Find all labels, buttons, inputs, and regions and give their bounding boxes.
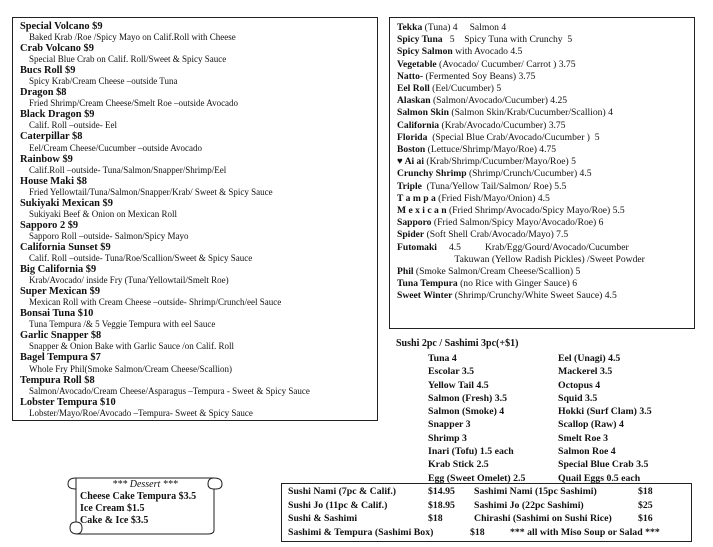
roll-item [397,193,687,205]
roll-description: (Fried Salmon/Spicy Mayo/Avocado/Roe) 6 [431,217,604,229]
roll-description: Calif.Roll –outside- Tuna/Salmon/Snapper/Shrimp/Eel [29,164,227,175]
combo-name: Sashimi Jo (22pc Sashimi) [474,499,584,511]
roll-item [397,71,687,83]
roll-name: Eel Roll [397,83,430,95]
roll-description: Special Blue Crab on Calif. Roll/Sweet & Spicy Sauce [29,54,227,65]
combo-row [288,527,685,541]
roll-item [20,109,370,131]
roll-item [20,352,370,374]
roll-description: Eel/Cream Cheese/Cucumber –outside Avocado [29,142,203,153]
roll-description: 5 Spicy Tuna with Crunchy 5 [442,34,573,46]
sushi-item: Escolar 3.5 [428,366,475,378]
roll-description: (Lettuce/Shrimp/Mayo/Roe) 4.75 [425,144,557,156]
roll-description: with Avocado 4.5 [452,46,523,58]
roll-description: Spicy Krab/Cream Cheese –outside Tuna [29,76,178,87]
combo-platters-panel [281,483,692,542]
sushi-sashimi-header: Sushi 2pc / Sashimi 3pc(+$1) [396,338,519,349]
roll-item [397,46,687,58]
roll-description: (Soft Shell Crab/Avocado/Mayo) 7.5 [424,229,569,241]
roll-description: 4.5 Krab/Egg/Gourd/Avocado/Cucumber [436,241,629,253]
roll-item [397,156,687,168]
roll-name: Salmon Skin [397,107,449,119]
roll-name: Dragon $8 [20,87,67,99]
roll-description: (no Rice with Ginger Sauce) 6 [457,278,578,290]
roll-description: (Tuna/Yellow Tail/Salmon/ Roe) 5.5 [421,180,567,192]
roll-item [397,144,687,156]
sushi-item: Snapper 3 [428,419,471,431]
roll-description: Tuna Tempura /& 5 Veggie Tempura with eel Sauce [29,319,216,330]
roll-name: Tempura Roll $8 [20,374,95,386]
roll-name: Futomaki [397,241,437,253]
sushi-item: Special Blue Crab 3.5 [558,459,649,471]
sushi-item: Squid 3.5 [558,392,598,404]
roll-name: M e x i c a n [397,205,447,217]
roll-item [397,22,687,34]
sushi-item: Salmon (Smoke) 4 [428,406,505,418]
roll-description: Salmon/Avocado/Cream Cheese/Asparagus –Tempura - Sweet & Spicy Sauce [29,385,310,396]
roll-item [397,107,687,119]
roll-description: Calif. Roll –outside- Eel [29,120,117,131]
roll-item [20,87,370,109]
sushi-item: Salmon Roe 4 [558,446,616,458]
combo-name: Chirashi (Sashimi on Sushi Rice) [474,513,612,524]
roll-description: Sukiyaki Beef & Onion on Mexican Roll [29,208,177,219]
roll-item [20,397,370,419]
roll-description: (Eel/Cucumber) 5 [429,83,502,95]
roll-description: Mexican Roll with Cream Cheese –outside- Shrimp/Crunch/eel Sauce [29,297,282,308]
roll-name: Sapporo 2 $9 [20,219,79,231]
roll-name: ♥ Ai ai [397,156,425,168]
roll-item [397,229,687,241]
roll-description: (Krab/Shrimp/Cucumber/Mayo/Roe) 5 [424,156,576,168]
sushi-item: Salmon (Fresh) 3.5 [428,392,508,404]
roll-item [20,264,370,286]
combo-name: Sashimi & Tempura (Sashimi Box) [288,526,434,538]
roll-name: Super Mexican $9 [20,286,101,298]
sushi-list-left [428,352,525,485]
roll-name: Sweet Winter [397,290,453,302]
roll-name: Spider [397,229,425,241]
roll-item [397,266,687,278]
roll-description: (Fermented Soy Beans) 3.75 [423,70,536,82]
combo-name: Sushi Nami (7pc & Calif.) [288,486,397,497]
roll-description: (Fried Fish/Mayo/Onion) 4.5 [435,192,550,204]
sushi-item: Inari (Tofu) 1.5 each [428,446,514,458]
roll-name: Tuna Tempura [397,278,458,290]
dessert-scroll [64,474,227,536]
roll-description: (Salmon/Avocado/Cucumber) 4.25 [430,95,568,107]
sushi-item: Tuna 4 [428,353,457,364]
dessert-title: *** Dessert *** [112,479,178,490]
roll-item [20,330,370,352]
roll-name: California Sunset $9 [20,241,111,253]
combo-price: $18 [470,526,485,538]
roll-name: Sapporo [397,217,432,229]
roll-name: Black Dragon $9 [20,109,95,121]
roll-name: Crunchy Shrimp [397,168,467,180]
roll-name: Caterpillar $8 [20,131,83,143]
roll-name: Bucs Roll $9 [20,65,76,77]
roll-description: (Avocado/ Cucumber/ Carrot ) 3.75 [436,58,576,70]
roll-description: Baked Krab /Roe /Spicy Mayo on Calif.Roll with Cheese [29,32,236,43]
roll-description: (Salmon Skin/Krab/Cucumber/Scallion) 4 [449,107,613,119]
sushi-item: Octopus 4 [558,379,601,391]
roll-item [20,308,370,330]
combo-price: $18 [428,513,443,524]
roll-item [397,83,687,95]
roll-item [397,181,687,193]
combo-price: $25 [638,499,653,511]
specialty-rolls-panel [12,17,378,421]
roll-item [397,278,687,290]
combo-note: *** all with Miso Soup or Salad *** [510,526,660,538]
roll-description: (Shrimp/Crunchy/White Sweet Sauce) 4.5 [452,290,617,302]
roll-description: (Fried Shrimp/Avocado/Spicy Mayo/Roe) 5.5 [446,205,625,217]
roll-name: Big California $9 [20,264,97,276]
sushi-item: Hokki (Surf Clam) 3.5 [558,406,652,418]
roll-name: Crab Volcano $9 [20,43,94,55]
roll-item [20,65,370,87]
roll-item [397,59,687,71]
roll-name: Bagel Tempura $7 [20,352,101,364]
roll-item [20,198,370,220]
roll-item [397,34,687,46]
roll-item [20,43,370,65]
roll-description: Fried Shrimp/Cream Cheese/Smelt Roe –outside Avocado [29,98,239,109]
roll-name: Alaskan [397,95,431,107]
roll-name: Triple [397,180,422,192]
roll-name: Natto- [397,70,424,82]
roll-name: Lobster Tempura $10 [20,396,116,408]
roll-item [397,132,687,144]
roll-name: Spicy Tuna [397,34,443,46]
roll-item [397,254,687,266]
roll-name: Phil [397,266,414,278]
roll-item [397,290,687,302]
roll-item [20,154,370,176]
combo-name: Sushi & Sashimi [288,513,358,524]
combo-name: Sashimi Nami (15pc Sashimi) [474,486,597,497]
roll-description: Takuwan (Yellow Radish Pickles) /Sweet Powder [397,253,645,265]
roll-name: House Maki $8 [20,175,87,187]
dessert-item: Cheese Cake Tempura $3.5 [80,491,197,502]
roll-description: (Tuna) 4 Salmon 4 [422,22,507,33]
roll-name: Florida [397,131,428,143]
roll-description: Krab/Avocado/ inside Fry (Tuna/Yellowtail/Smelt Roe) [29,275,229,286]
combo-row [288,513,685,527]
roll-item [20,131,370,153]
roll-item [397,217,687,229]
roll-description: (Shrimp/Crunch/Cucumber) 4.5 [466,168,592,180]
combo-price: $14.95 [428,486,455,497]
roll-item [397,95,687,107]
sushi-item: Shrimp 3 [428,432,467,444]
roll-name: Boston [397,144,426,156]
roll-name: T a m p a [397,192,436,204]
roll-name: Tekka [397,22,423,33]
sushi-item: Yellow Tail 4.5 [428,379,489,391]
roll-item [20,176,370,198]
roll-name: California [397,119,440,131]
combo-name: Sushi Jo (11pc & Calif.) [288,499,388,511]
roll-name: Garlic Snapper $8 [20,330,102,342]
roll-name: Sukiyaki Mexican $9 [20,197,113,209]
roll-item [20,220,370,242]
roll-item [20,242,370,264]
roll-description: Lobster/Mayo/Roe/Avocado –Tempura- Sweet & Spicy Sauce [29,407,253,418]
combo-price: $16 [638,513,653,524]
roll-item [397,120,687,132]
roll-description: (Krab/Avocado/Cucumber) 3.75 [439,119,566,131]
dessert-menu [80,479,210,527]
roll-name: Special Volcano $9 [20,21,103,32]
roll-name: Spicy Salmon [397,46,453,58]
roll-item [20,375,370,397]
roll-item [397,205,687,217]
roll-description: (Special Blue Crab/Avocado/Cucumber ) 5 [427,131,600,143]
roll-description: Sapporo Roll –outside- Salmon/Spicy Mayo [29,230,189,241]
roll-description: Calif. Roll –outside- Tuna/Roe/Scallion/Sweet & Spicy Sauce [29,253,253,264]
roll-item [20,21,370,43]
sushi-list-right [558,352,652,485]
sushi-item: Mackerel 3.5 [558,366,613,378]
sushi-item: Egg (Sweet Omelet) 2.5 [428,472,526,484]
sushi-item: Scallop (Raw) 4 [558,419,624,431]
roll-name: Vegetable [397,58,437,70]
regular-rolls-panel [389,17,695,329]
roll-description: Whole Fry Phil(Smoke Salmon/Cream Cheese/Scallion) [29,363,232,374]
sushi-item: Smelt Roe 3 [558,432,609,444]
roll-item [397,242,687,254]
roll-description: Snapper & Onion Bake with Garlic Sauce /on Calif. Roll [29,341,234,352]
sushi-item: Quail Eggs 0.5 each [558,472,641,484]
roll-item [397,168,687,180]
combo-row [288,500,685,514]
roll-description: (Smoke Salmon/Cream Cheese/Scallion) 5 [413,266,581,278]
roll-description: Fried Yellowtail/Tuna/Salmon/Snapper/Krab/ Sweet & Spicy Sauce [29,186,273,197]
sushi-item: Krab Stick 2.5 [428,459,489,471]
dessert-item: Cake & Ice $3.5 [80,515,149,526]
combo-price: $18.95 [428,499,455,511]
combo-price: $18 [638,486,653,497]
dessert-item: Ice Cream $1.5 [80,503,145,514]
roll-name: Bonsai Tuna $10 [20,308,94,320]
combo-row [288,486,685,500]
roll-item [20,286,370,308]
roll-name: Rainbow $9 [20,153,73,165]
sushi-item: Eel (Unagi) 4.5 [558,353,621,364]
